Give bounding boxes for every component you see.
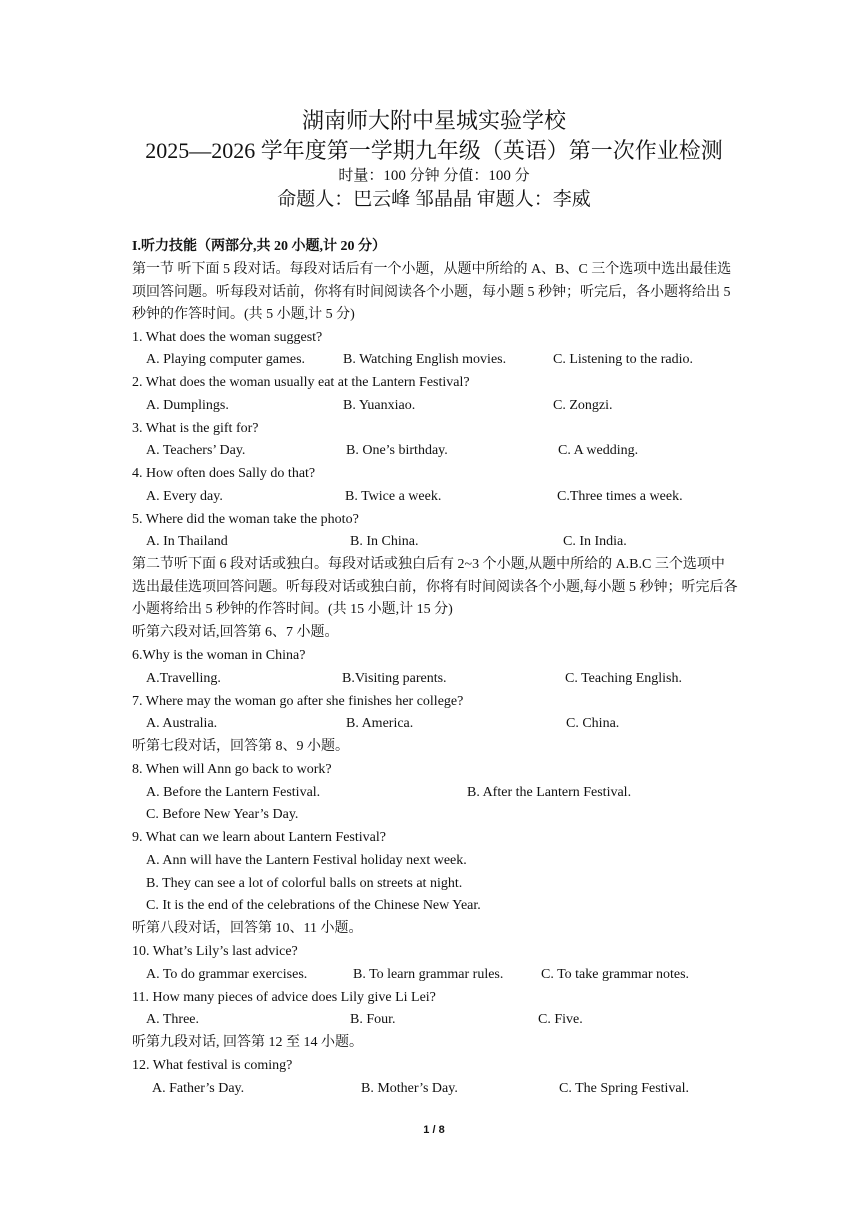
option-b: B. One’s birthday. — [346, 443, 448, 458]
option-c: C. It is the end of the celebrations of the Chinese New Year. — [146, 898, 481, 913]
option-c: C. China. — [566, 716, 620, 731]
question-stem: 12. What festival is coming? — [132, 1058, 293, 1073]
question-stem: 5. Where did the woman take the photo? — [132, 512, 359, 527]
option-a: A. To do grammar exercises. — [146, 967, 308, 982]
question-stem: 11. How many pieces of advice does Lily give Li Lei? — [132, 990, 436, 1005]
question-stem: 6.Why is the woman in China? — [132, 648, 306, 663]
question-stem: 9. What can we learn about Lantern Festival? — [132, 830, 386, 845]
question-stem: 8. When will Ann go back to work? — [132, 762, 332, 777]
option-a: A. Three. — [146, 1012, 199, 1027]
time-score: 时量：100 分钟 分值：100 分 — [338, 168, 530, 184]
section-heading: I.听力技能（两部分,共 20 小题,计 20 分） — [132, 239, 386, 254]
part1-instructions: 第一节 听下面 5 段对话。每段对话后有一个小题，从题中所给的 A、B、C 三个选项中选出最佳选项回答问题。听每段对话前，你将有时间阅读各个小题，每小题 5 秒钟；听完后，各小题将给出 5 秒钟的作答时间。(共 5 小题,计 5 分) — [132, 262, 732, 323]
option-c: C. The Spring Festival. — [559, 1081, 690, 1096]
option-c: C. To take grammar notes. — [541, 967, 690, 982]
question-stem: 10. What’s Lily’s last advice? — [132, 944, 298, 959]
option-b: B. Mother’s Day. — [361, 1081, 458, 1096]
question-stem: 7. Where may the woman go after she finishes her college? — [132, 694, 464, 709]
option-a: A. Father’s Day. — [152, 1081, 245, 1096]
question-stem: 1. What does the woman suggest? — [132, 330, 323, 345]
dialogue-instruction: 听第九段对话, 回答第 12 至 14 小题。 — [132, 1035, 363, 1050]
school-name: 湖南师大附中星城实验学校 — [301, 108, 566, 133]
dialogue-instruction: 听第八段对话，回答第 10、11 小题。 — [132, 921, 363, 936]
option-c: C. A wedding. — [558, 443, 639, 458]
part2-instructions: 第二节听下面 6 段对话或独白。每段对话或独白后有 2~3 个小题,从题中所给的 A.B.C 三个选项中选出最佳选项回答问题。听每段对话或独白前，你将有时间阅读各个小题,每小题 5 秒钟；听完后各小题将给出 5 秒钟的作答时间。(共 15 小题,计 15 分) — [132, 557, 738, 618]
option-a: A. Playing computer games. — [146, 352, 306, 367]
option-a: A. In Thailand — [146, 534, 228, 549]
option-a: A. Every day. — [146, 489, 223, 504]
option-c: C. Teaching English. — [565, 671, 682, 686]
question-stem: 4. How often does Sally do that? — [132, 466, 316, 481]
option-a: A. Teachers’ Day. — [146, 443, 246, 458]
option-a: A. Ann will have the Lantern Festival holiday next week. — [146, 853, 467, 868]
option-c: C. Five. — [538, 1012, 583, 1027]
page-number: 1 / 8 — [423, 1124, 445, 1136]
exam-title: 2025—2026 学年度第一学期九年级（英语）第一次作业检测 — [145, 138, 723, 163]
option-a: A. Dumplings. — [146, 398, 229, 413]
option-a: A. Before the Lantern Festival. — [146, 785, 321, 800]
option-a: A. Australia. — [146, 716, 218, 731]
question-stem: 3. What is the gift for? — [132, 421, 259, 436]
option-b: B. Yuanxiao. — [343, 398, 416, 413]
option-c: C. Listening to the radio. — [553, 352, 693, 367]
option-b: B. Twice a week. — [345, 489, 442, 504]
option-b: B. America. — [346, 716, 414, 731]
option-b: B. They can see a lot of colorful balls on streets at night. — [146, 876, 463, 891]
option-c: C. Zongzi. — [553, 398, 613, 413]
option-a: A.Travelling. — [146, 671, 221, 686]
option-b: B. Four. — [350, 1012, 396, 1027]
option-c: C.Three times a week. — [557, 489, 683, 504]
question-stem: 2. What does the woman usually eat at the Lantern Festival? — [132, 375, 470, 390]
authors: 命题人：巴云峰 邹晶晶 审题人：李威 — [277, 189, 591, 210]
option-b: B. To learn grammar rules. — [353, 967, 504, 982]
option-b: B. After the Lantern Festival. — [467, 785, 632, 800]
option-b: B.Visiting parents. — [342, 671, 447, 686]
option-b: B. Watching English movies. — [343, 352, 507, 367]
option-c: C. Before New Year’s Day. — [146, 807, 299, 822]
option-c: C. In India. — [563, 534, 627, 549]
dialogue-instruction: 听第六段对话,回答第 6、7 小题。 — [132, 625, 339, 640]
option-b: B. In China. — [350, 534, 419, 549]
dialogue-instruction: 听第七段对话，回答第 8、9 小题。 — [132, 739, 349, 754]
